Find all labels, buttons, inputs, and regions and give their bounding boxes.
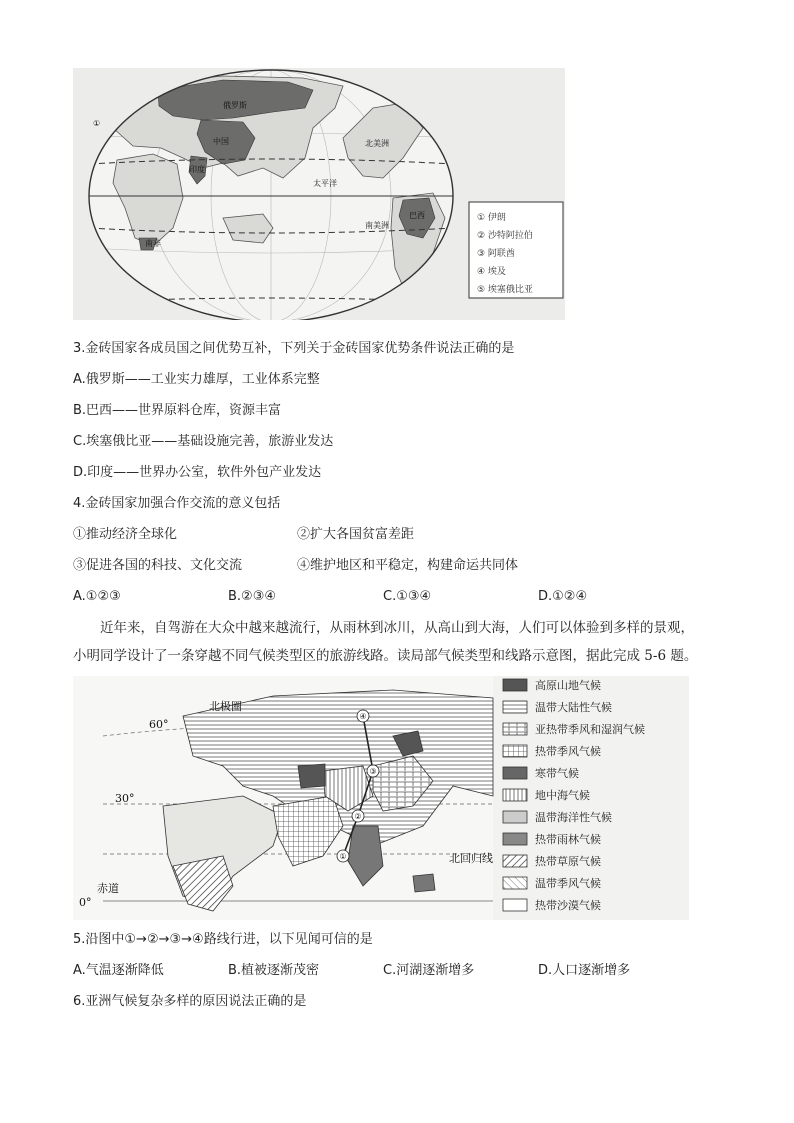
- map1-legend-item: ② 沙特阿拉伯: [477, 231, 533, 241]
- question-3-option-b: B.巴西——世界原料仓库，资源丰富: [73, 403, 282, 418]
- question-3-option-d: D.印度——世界办公室，软件外包产业发达: [73, 465, 322, 480]
- question-4-option-a: A.①②③: [73, 589, 121, 604]
- question-4-item-1: ①推动经济全球化: [73, 527, 178, 542]
- map2-legend-item: 热带季风气候: [535, 745, 601, 758]
- label-china: 中国: [213, 137, 229, 146]
- map1-legend-item: ③ 阿联酋: [477, 249, 515, 259]
- question-4-option-b: B.②③④: [228, 589, 277, 604]
- route-point-4: ④: [359, 712, 367, 721]
- map1-legend-item: ① 伊朗: [477, 213, 506, 223]
- label-tropic-cancer: 北回归线: [449, 852, 493, 865]
- map2-legend-item: 温带季风气候: [535, 877, 601, 890]
- passage-line-2: 小明同学设计了一条穿越不同气候类型区的旅游线路。读局部气候类型和线路示意图，据此完成 5-6 题。: [73, 648, 698, 664]
- map2-legend-item: 温带海洋性气候: [535, 811, 612, 824]
- reading-passage: [73, 614, 723, 670]
- question-5-option-a: A.气温逐渐降低: [73, 963, 164, 978]
- route-point-2: ②: [354, 812, 362, 821]
- map2-legend-item: 热带草原气候: [535, 855, 601, 868]
- label-equator: 赤道: [97, 882, 119, 895]
- lat-0: 0°: [79, 896, 92, 909]
- label-southafrica: 南非: [145, 239, 161, 248]
- label-brazil: 巴西: [409, 211, 425, 220]
- map2-legend-item: 热带沙漠气候: [535, 899, 601, 912]
- map2-legend-item: 热带雨林气候: [535, 833, 601, 846]
- brics-world-map: [73, 68, 565, 320]
- question-4-option-d: D.①②④: [538, 589, 588, 604]
- label-circle1: ①: [93, 119, 101, 128]
- question-5-stem: 5.沿图中①→②→③→④路线行进，以下见闻可信的是: [73, 932, 373, 947]
- question-4-item-3: ③促进各国的科技、文化交流: [73, 558, 243, 573]
- map2-legend-item: 亚热带季风和湿润气候: [535, 723, 645, 736]
- label-northamerica: 北美洲: [365, 139, 389, 148]
- label-pacific: 太平洋: [313, 179, 337, 188]
- question-4-stem: 4.金砖国家加强合作交流的意义包括: [73, 496, 281, 511]
- map2-legend-item: 温带大陆性气候: [535, 701, 612, 714]
- map1-legend: [469, 202, 563, 298]
- question-5-option-b: B.植被逐渐茂密: [228, 963, 320, 978]
- map2-legend-item: 寒带气候: [535, 767, 579, 780]
- route-point-1: ①: [339, 852, 347, 861]
- question-4-item-2: ②扩大各国贫富差距: [297, 527, 415, 542]
- label-southamerica: 南美洲: [365, 221, 389, 230]
- question-3-stem: 3.金砖国家各成员国之间优势互补，下列关于金砖国家优势条件说法正确的是: [73, 341, 515, 356]
- question-3-option-a: A.俄罗斯——工业实力雄厚，工业体系完整: [73, 372, 320, 387]
- climate-route-map: [73, 676, 689, 920]
- label-russia: 俄罗斯: [223, 101, 247, 110]
- map1-legend-item: ④ 埃及: [477, 267, 506, 277]
- question-4-option-c: C.①③④: [383, 589, 432, 604]
- map2-legend-item: 高原山地气候: [535, 679, 601, 692]
- map2-legend-item: 地中海气候: [535, 789, 590, 802]
- question-5-option-d: D.人口逐渐增多: [538, 963, 631, 978]
- question-4-item-4: ④维护地区和平稳定，构建命运共同体: [297, 558, 519, 573]
- label-india: 印度: [189, 165, 205, 174]
- passage-line-1: 近年来，自驾游在大众中越来越流行，从雨林到冰川，从高山到大海，人们可以体验到多样的景观，: [100, 620, 694, 636]
- lat-30: 30°: [115, 792, 135, 805]
- map1-legend-item: ⑤ 埃塞俄比亚: [477, 285, 533, 295]
- question-3-option-c: C.埃塞俄比亚——基础设施完善，旅游业发达: [73, 434, 334, 449]
- route-point-3: ③: [369, 767, 377, 776]
- label-arctic-circle: 北极圈: [209, 700, 242, 713]
- question-5-option-c: C.河湖逐渐增多: [383, 963, 475, 978]
- question-6-stem: 6.亚洲气候复杂多样的原因说法正确的是: [73, 994, 307, 1009]
- lat-60: 60°: [149, 718, 169, 731]
